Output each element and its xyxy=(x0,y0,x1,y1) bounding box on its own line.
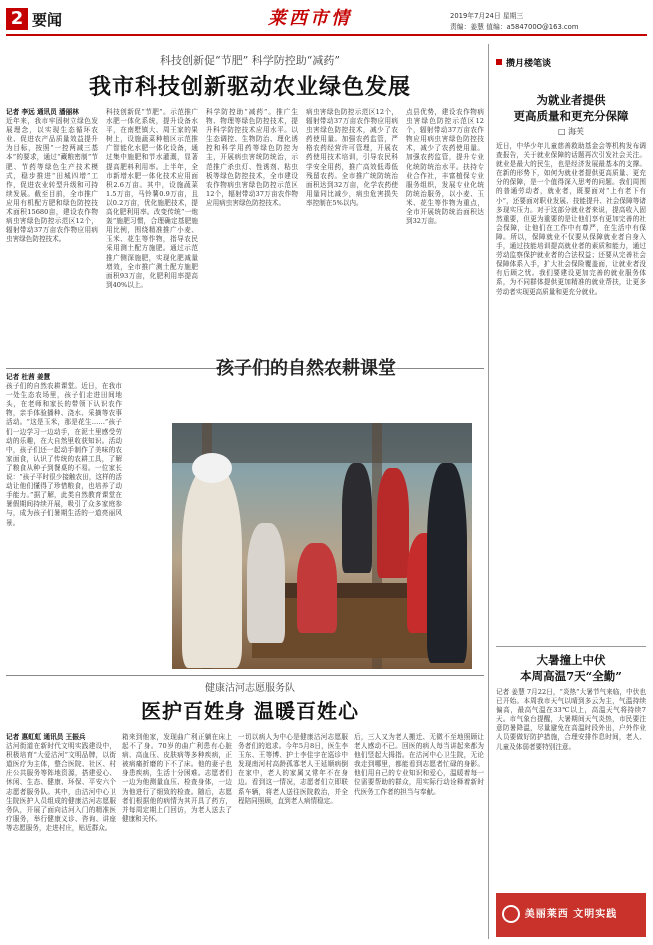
weather-headline-line-1: 大暑撞上中伏 xyxy=(536,653,606,667)
column-tag-square-icon xyxy=(496,59,502,65)
medical-story-text-2: 箱来到他家，发现曲广利正躺在床上起不了身。70岁的曲广利患有心脏病、高血压、皮肤病等多种疾病，正被病痛折磨的下不了床。他的妻子也身患疾病，生活十分困难。志愿者们一边为他测量血压、检查身体，一边为他进行了细致的检查。随后，志愿者们根据他的病情为其开具了药方，并每周定期上门回访，为老人送去了健康和关怀。 xyxy=(122,733,232,823)
main-story-column-5 xyxy=(406,108,484,363)
medical-story-headline: 医护百姓身 温暖百姓心 xyxy=(141,699,359,723)
page-header xyxy=(0,0,653,40)
main-story-text-4: 病虫害绿色防控示范区12个，辐射带动37万亩农作物应用病虫害绿色防控技术，减少了农药使用量。加强农药监管，严格农药经营许可管理，开展农药使用技术培训，引导农民科学安全用药，推广高效低毒低残留农药。全市推广统防统治面积达到32万亩，化学农药使用量同比减少，病虫危害损失率控制在5%以内。 xyxy=(306,108,398,207)
main-story-text-5: 点县优势，建设农作物病虫害绿色防控示范区12个，辐射带动37万亩农作物应用病虫害绿色防控技术，减少了农药使用量。加强农药监管，提升专业化统防统治水平。扶持专业合作社，丰富植保专业服务组织，发展专业化统防统治服务，以小麦、玉米、花生等作物为重点，全市开展统防统治面积达到32万亩。 xyxy=(406,108,484,226)
medical-story-column-4 xyxy=(354,733,484,941)
masthead-logo: 莱西市情 xyxy=(268,8,352,29)
opinion-body: 近日，中华少年儿童慈善救助基金会等机构发布调查报告，关于就业保障的话题再次引发社会关注。就业是最大的民生，也是经济发展最基本的支撑。在新的形势下，如何为就业者提供更高质量、更充分的保障，是一个值得深入思考的问题。我们周围的普通劳动者，就业者，既要面对“上有老下有小”，还要面对职业发展、技能提升、社会保障等诸多现实压力。对于这部分就业者来说，提高收入固然重要，但更为重要的是让他们享有更加完善的社会保障，让他们在工作中有尊严，在生活中有保障。所以，保障就业不仅要从保障就业者自身入手，通过技能培训提高就业者的素质和能力，通过劳动监察保护就业者的合法权益；还要从完善社会保障体系入手，扩大社会保险覆盖面，让就业者没有后顾之忧。我们要建设更加完善的就业服务体系，为不同群体提供更加精准的就业帮扶，让更多劳动者实现更高质量和更充分就业。 xyxy=(496,142,646,296)
medical-story-kicker: 健康沽河志愿服务队 xyxy=(205,683,295,694)
photo-child-figure xyxy=(247,523,285,643)
main-story-text-2: 科技创新促“节肥”。示范推广水肥一体化系统，提升设备水平，在南墅镇大、周王家的果树上，设施蔬菜种植区示范推广智能化水肥一体化设备，通过集中施肥和节水灌溉，显著提高肥料利用率。上半年，全市新增水肥一体化技术应用面积2.6万亩。其中，设施蔬菜1.5万亩，马铃薯0.9万亩，且以0.2万亩，优化施肥技术，提高化肥利用率。改变传统“一炮轰”施肥习惯，合理确定基肥施用比例，围绕精准推广小麦、玉米、花生等作物，指导农民采用测土配方施肥。通过示范推广侧深施肥，实现化肥减量增效，全市推广测土配方施肥面积93万亩，化肥利用率提高到40%以上。 xyxy=(106,108,198,289)
photo-adult-figure xyxy=(377,468,409,578)
section-divider xyxy=(496,646,646,647)
section-divider xyxy=(6,675,484,676)
header-rule xyxy=(6,34,647,36)
photo-child-figure xyxy=(297,543,337,633)
field-story-text: 孩子们的自然农耕课堂。近日，在我市一处生态农场里，孩子们走进田间地头，在老师和家长的带领下认识农作物，亲手体验播种、浇水、采摘等农事活动。“这是玉米，那是花生……”孩子们一边学习一边动手，在泥土里感受劳动的乐趣，在大自然里收获知识。活动中，孩子们还一起动手制作了美味的农家面食，认识了传统的农耕工具，了解了粮食从种子到餐桌的不易。一位家长说：“孩子平时很少接触农田，这样的活动让他们懂得了珍惜粮食，也培养了动手能力。”据了解，此类自然教育课堂在暑假期间持续开展，吸引了众多家庭参与，成为孩子们暑期生活的一道亮丽风景。 xyxy=(6,382,122,527)
weather-headline-line-2: 本周高温7天“全勤” xyxy=(520,669,622,683)
main-story-column-1 xyxy=(6,108,98,363)
photo-hat xyxy=(192,453,232,483)
photo-adult-figure xyxy=(342,463,372,573)
opinion-headline-line-2: 更高质量和更充分保障 xyxy=(513,109,629,123)
opinion-byline: □ 海芙 xyxy=(557,127,585,136)
main-story-column-4 xyxy=(306,108,398,363)
main-story-kicker: 科技创新促“节肥” 科学防控助“减药” xyxy=(160,54,340,67)
banner-emblem-icon xyxy=(502,905,520,923)
medical-story-text-1: 沽河街道在新时代文明实践建设中，积极培育“大爱沽河”文明品牌，以街道医疗为主体，整合医院、社区、村庄公共服务等阵地资源，搭建爱心、休闲、生态、健康、环保、平安六个志愿者服务队。其中，由沽河中心卫生院医护人员组成的健康沽河志愿服务队，开展了面向沽河入门的精准医疗服务，举行健康义诊、咨询、讲座等志愿服务，走进村庄，贴近群众。 xyxy=(6,742,116,832)
field-story-headline: 孩子们的自然农耕课堂 xyxy=(216,358,396,379)
main-story-text-1: 近年来，我市牢固树立绿色发展理念，以实现生态循环农业、促进农产品质量效益提升为目标，按照“一控两减三基本”的要求，通过“藏粮密制”节肥、节药等绿色生产技术模式，稳步推进“田城四增”工作，促进农业转型升级和可持续发展。截至目前，全市推广应用有机配方肥和绿色防控技术面积15680亩，建设农作物病虫害绿色防控示范区12个，辐射带动37万亩农作物应用病虫害绿色防控技术。 xyxy=(6,117,98,244)
medical-story-column-2 xyxy=(122,733,232,941)
page-number: 2 xyxy=(6,8,28,30)
medical-story-byline: 记者 惠虹虹 通讯员 王振兵 xyxy=(6,733,86,741)
photo-adult-figure xyxy=(182,468,242,668)
main-story-text-3: 科学防控助“减药”。推广生物、物理等绿色防控技术，提升科学防控技术应用水平。以生态调控、生物防治、理化诱控和科学用药等绿色防控为主，开展病虫害统防统治，示范推广杀虫灯、性诱剂、粘虫板等绿色防控技术，全市建设农作物病虫害绿色防控示范区12个，辐射带动37万亩农作物应用病虫害绿色防控技术。 xyxy=(206,108,298,207)
civic-banner: 美丽莱西 文明实践 xyxy=(496,893,646,937)
photo-adult-figure xyxy=(427,463,467,663)
medical-story-column-3 xyxy=(238,733,348,941)
section-name: 要闻 xyxy=(32,11,63,29)
medical-story-column-1 xyxy=(6,733,116,941)
main-story-column-2 xyxy=(106,108,198,363)
opinion-headline-line-1: 为就业者提供 xyxy=(536,93,606,107)
main-story-column-3 xyxy=(206,108,298,363)
field-story-column xyxy=(6,373,122,669)
weather-body: 记者 姜慧 7月22日，“炎热”大暑节气来临，中伏也已开始。本周我市天气以晴到多云为主，气温持续偏高，最高气温在33℃以上，高温天气将持续7天。市气象台提醒，大暑期间天气炎热，市民要注意防暑降温，尽量避免在高温时段外出，户外作业人员要做好防护措施，合理安排作息时间，老人、儿童及体弱者要特别注意。 xyxy=(496,688,646,751)
editor-info: 责编：姜慧 值编：a584700O@163.com xyxy=(450,23,579,31)
issue-date: 2019年7月24日 星期三 xyxy=(450,12,524,20)
column-rule xyxy=(488,44,489,939)
main-story-headline: 我市科技创新驱动农业绿色发展 xyxy=(88,74,411,100)
medical-story-text-4: 后，三人又为老人搬迁、无微不至地照顾让老人感动不已。回医的病人每当讲起来都为他们竖起大拇指。在沽河中心卫生院，无论我走到哪里，都能看到志愿者忙碌的身影。他们用自己的专业知识和爱心，温暖着每一位需要帮助的群众，用实际行动诠释着新时代医务工作者的担当与奉献。 xyxy=(354,733,484,796)
medical-story-text-3: 一切以病人为中心是健康沽河志愿服务者们的追求。今年5月8日，医生李玉东、王等博、护士李佳宇在巡诊中发现南河村高龄孤寡老人王延顺病倒在家中，老人的家属又常年不在身边。看到这一情况，志愿者们立即联系车辆，将老人送往医院救治，并全程陪同照顾，直到老人病情稳定。 xyxy=(238,733,348,805)
news-photo-children-farm-class xyxy=(172,423,472,669)
column-tag: 攒月楼笔谈 xyxy=(506,59,552,69)
main-story-byline: 记者 李远 通讯员 潘丽林 xyxy=(6,108,79,116)
field-story-byline: 记者 杜茜 姜慧 xyxy=(6,373,51,381)
